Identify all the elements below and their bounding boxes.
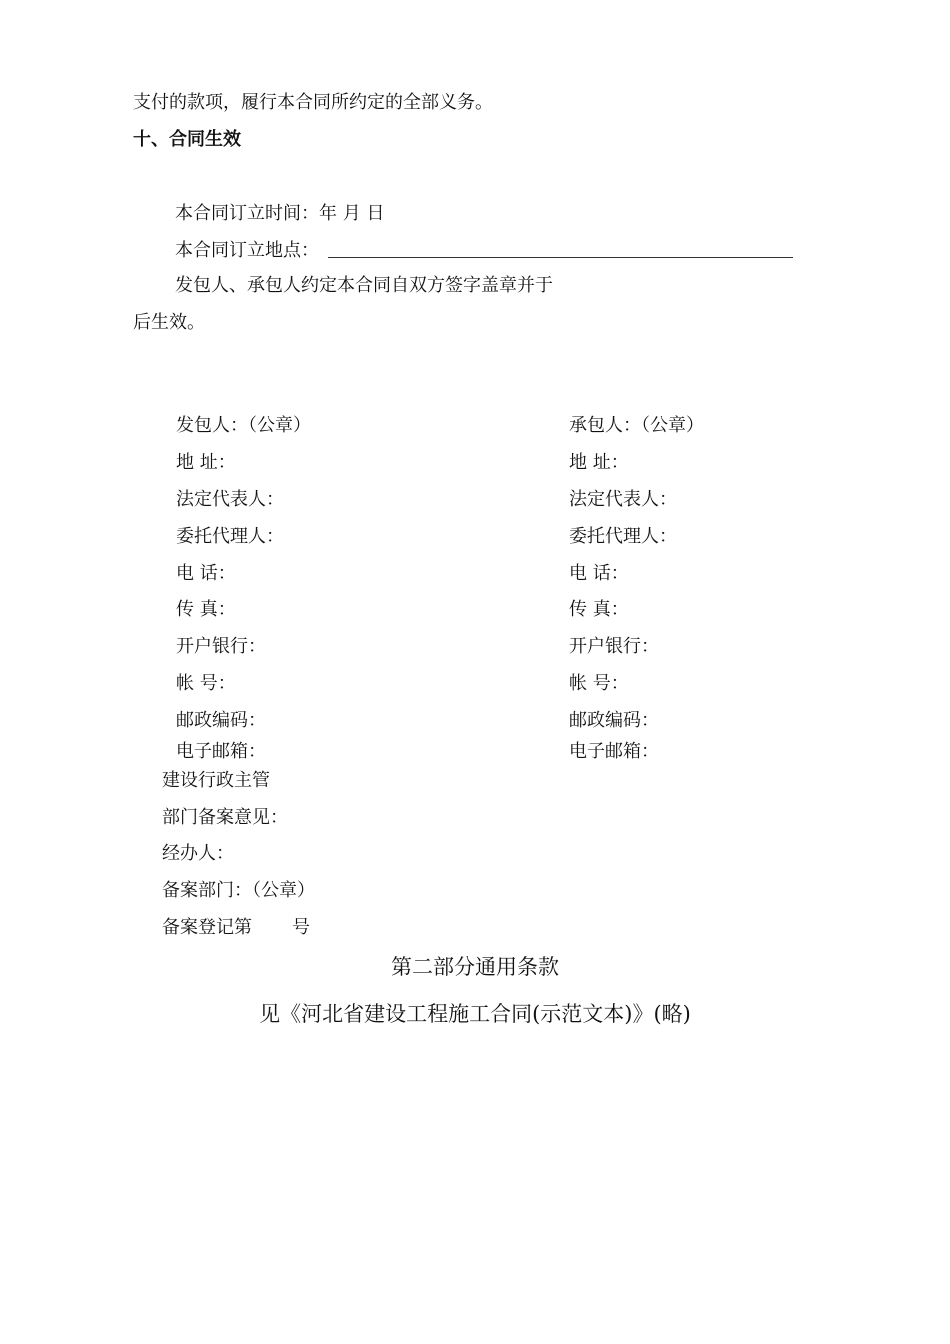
sign-place-blank-line <box>328 257 793 258</box>
employer-account: 帐 号： <box>176 673 236 694</box>
employer-postcode: 邮政编码： <box>176 710 266 731</box>
employer-legal-rep: 法定代表人： <box>176 489 284 510</box>
filing-record-number: 备案登记第 号 <box>162 917 311 938</box>
contractor-bank: 开户银行： <box>569 636 659 657</box>
part-two-title: 第二部分通用条款 <box>391 955 559 979</box>
contractor-email: 电子邮箱： <box>569 741 659 762</box>
contractor-postcode: 邮政编码： <box>569 710 659 731</box>
contract-sign-time: 本合同订立时间：年 月 日 <box>175 203 385 224</box>
filing-handler: 经办人： <box>162 843 234 864</box>
effect-clause-line-2: 后生效。 <box>133 312 205 333</box>
part-two-reference: 见《河北省建设工程施工合同(示范文本)》(略) <box>259 1002 691 1026</box>
employer-bank: 开户银行： <box>176 636 266 657</box>
employer-title: 发包人：（公章） <box>176 415 311 436</box>
contractor-title: 承包人：（公章） <box>569 415 704 436</box>
section-heading-contract-effect: 十、合同生效 <box>133 129 241 150</box>
continued-clause-text: 支付的款项，履行本合同所约定的全部义务。 <box>133 92 493 113</box>
effect-clause-line-1: 发包人、承包人约定本合同自双方签字盖章并于 <box>175 275 553 296</box>
employer-email: 电子邮箱： <box>176 741 266 762</box>
employer-agent: 委托代理人： <box>176 526 284 547</box>
employer-address: 地 址： <box>176 452 236 473</box>
contractor-phone: 电 话： <box>569 563 629 584</box>
contract-sign-place-label: 本合同订立地点： <box>175 240 319 261</box>
employer-fax: 传 真： <box>176 599 236 620</box>
contractor-legal-rep: 法定代表人： <box>569 489 677 510</box>
contractor-account: 帐 号： <box>569 673 629 694</box>
contractor-address: 地 址： <box>569 452 629 473</box>
filing-authority-line-2: 部门备案意见： <box>162 807 288 828</box>
employer-phone: 电 话： <box>176 563 236 584</box>
filing-authority-line-1: 建设行政主管 <box>162 770 270 791</box>
contractor-fax: 传 真： <box>569 599 629 620</box>
contractor-agent: 委托代理人： <box>569 526 677 547</box>
filing-department: 备案部门：（公章） <box>162 880 315 901</box>
